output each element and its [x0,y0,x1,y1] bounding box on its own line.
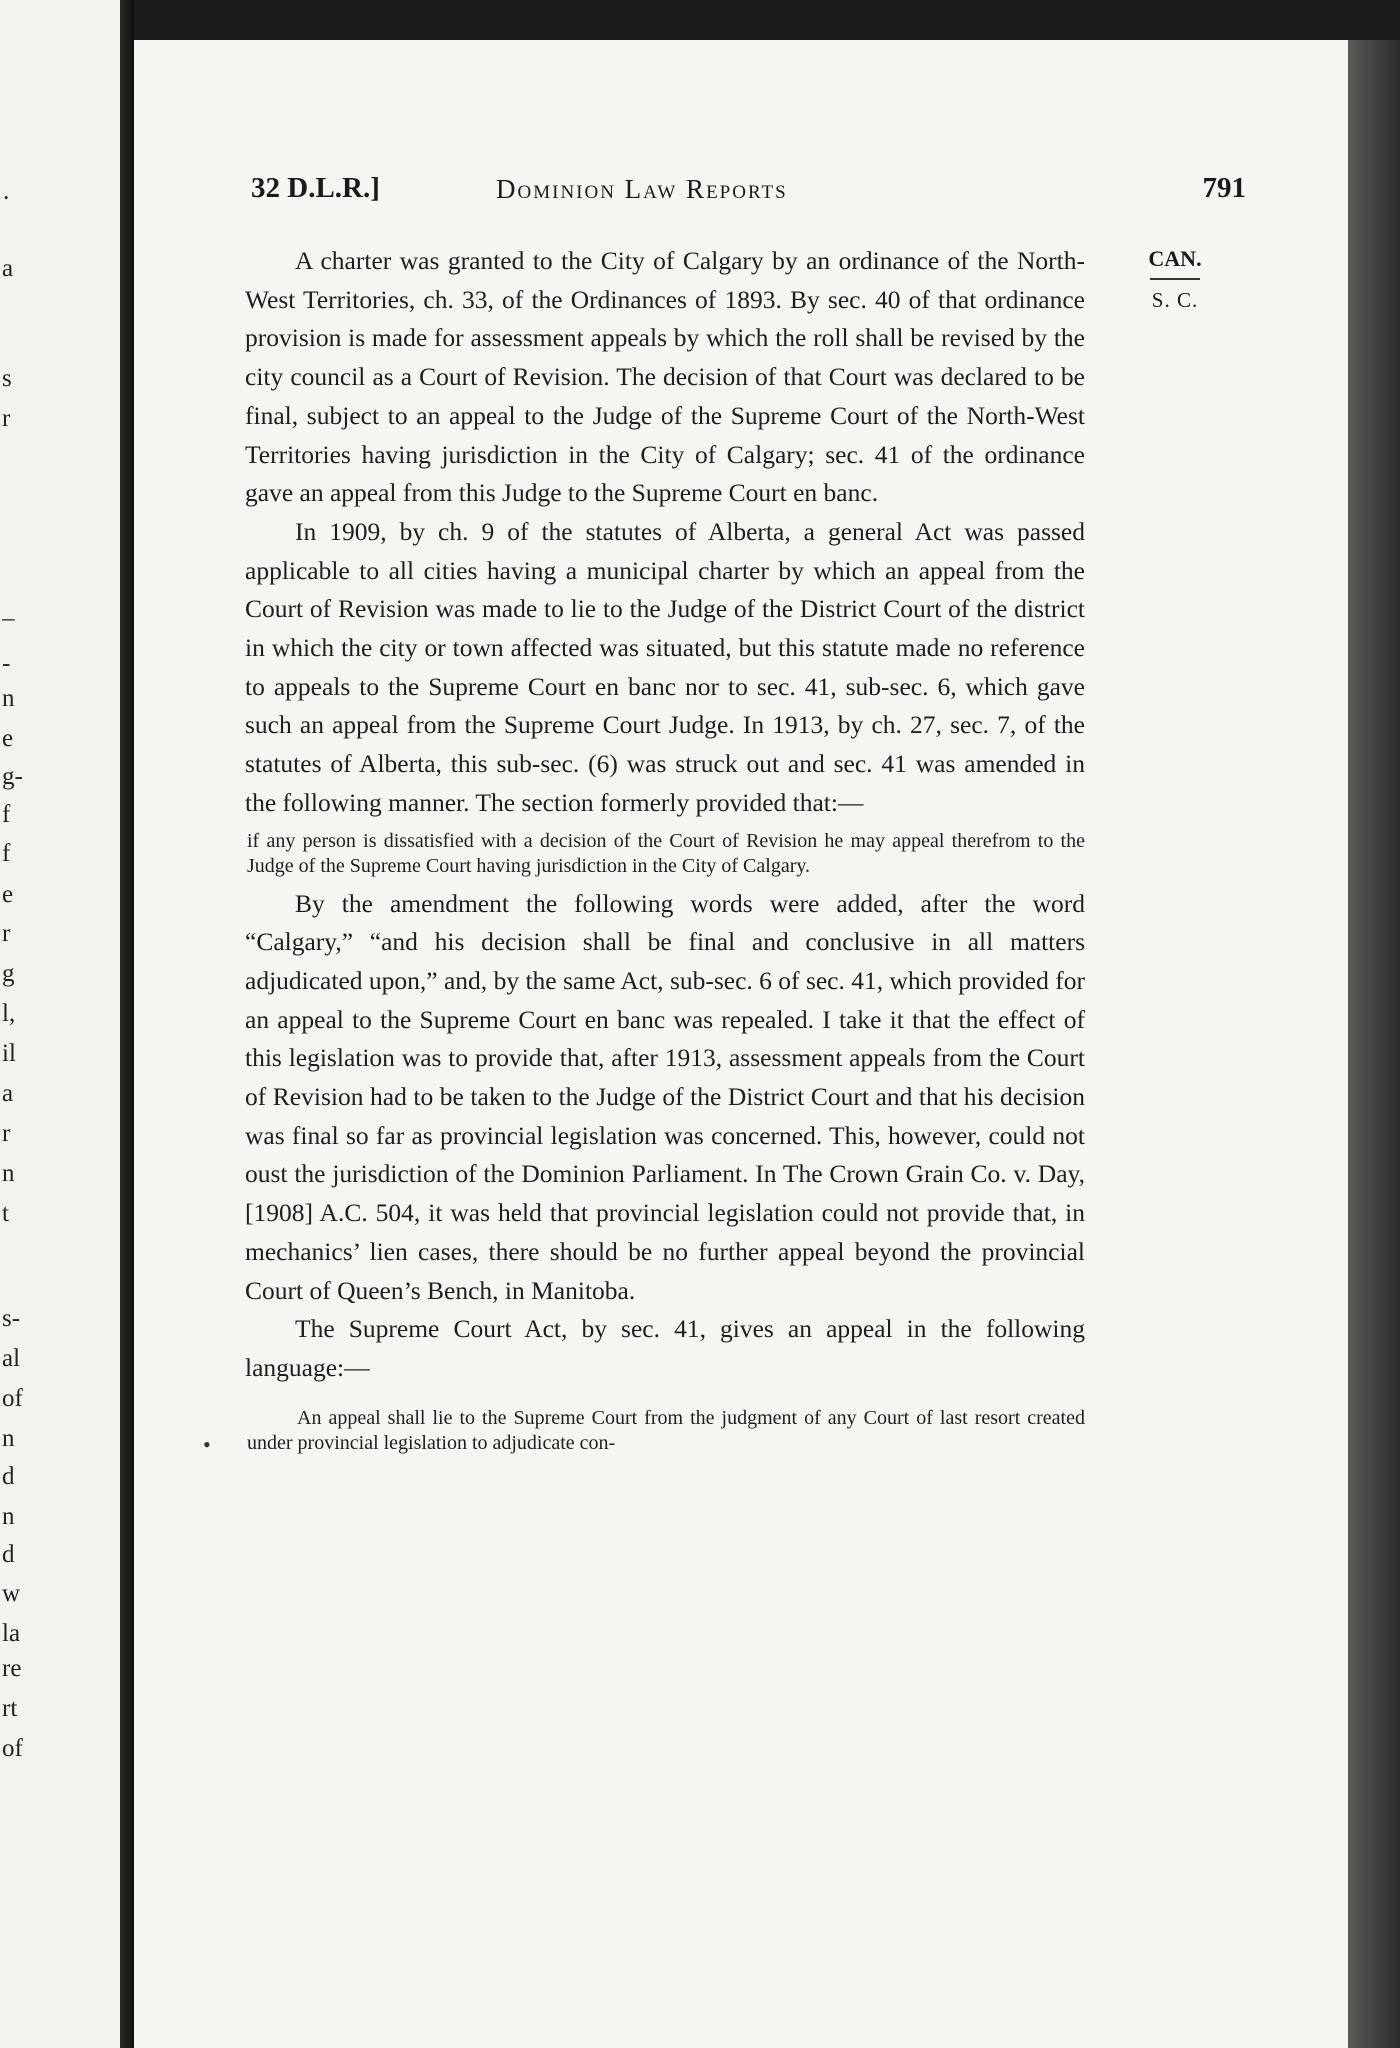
bleed-fragment: g- [2,763,23,790]
paragraph: The Supreme Court Act, by sec. 41, gives an appeal in the following language:— [245,1314,1085,1382]
bleed-fragment: s [2,365,12,392]
bleed-fragment: n [2,1160,15,1187]
bleed-fragment: a [2,1080,14,1107]
bleed-fragment: f [2,840,11,867]
volume-reference: 32 D.L.R.] [251,172,380,204]
bleed-fragment: n [2,1503,15,1530]
bleed-fragment: n [2,1425,15,1452]
bleed-fragment: – [2,605,15,632]
bleed-fragment: la [2,1620,21,1647]
paragraph: In 1909, by ch. 9 of the statutes of Alberta, a general Act was passed applicable to all cities having a municipal charter by which an appeal from the Court of Revision was made to lie to the Judge of the District Court of the district in which the city or town affected was situated, but this statute made no reference to appeals to the Supreme Court en banc nor to sec. 41, sub-sec. 6, which gave such an appeal from the Supreme Court Judge. In 1913, by ch. 27, sec. 7, of the statutes of Alberta, this sub-sec. (6) was struck out and sec. 41 was amended in the following manner. The section formerly provided that:— [245,516,1085,817]
bleed-fragment: of [2,1735,23,1762]
bleed-fragment: r [2,920,11,947]
bleed-fragment: re [2,1655,22,1682]
bleed-fragment: n [2,685,15,712]
bleed-fragment: r [2,1120,11,1147]
margin-rule [1150,278,1200,280]
margin-division: S. C. [1151,288,1199,312]
book-gutter [120,0,134,2048]
bleed-fragment: s- [2,1305,21,1332]
bleed-fragment: · [2,185,11,212]
margin-mark: • [203,1432,211,1457]
bleed-fragment: r [2,405,11,432]
paragraph: By the amendment the following words were added, after the word “Calgary,” “and his decision shall be final and conclusive in all matters adjudicated upon,” and, by the same Act, sub-sec. 6 of sec. 41, which provided for an appeal to the Supreme Court en banc was repealed. I take it that the effect of this legislation was to provide that, after 1913, assessment appeals from the Court of Revision had to be taken to the Judge of the District Court and that his decision was final so far as provincial legislation was concerned. This, however, could not oust the jurisdiction of the Dominion Parliament. In The Crown Grain Co. v. Day, [1908] A.C. 504, it was held that provincial legislation could not provide that, in mechanics’ lien cases, there should be no further appeal beyond the provincial Court of Queen’s Bench, in Manitoba. [245,888,1085,1305]
block-quote: if any person is dissatisfied with a decision of the Court of Revision he may appeal therefrom to the Judge of the Supreme Court having jurisdiction in the City of Calgary. [247,829,1085,877]
bleed-fragment: - [2,650,11,677]
bleed-fragment: f [2,801,11,828]
margin-court: CAN. [1148,246,1202,271]
running-header [251,172,1246,212]
bleed-fragment: e [2,881,14,908]
bleed-fragment: g [2,960,15,987]
bleed-fragment: il [2,1040,16,1067]
bleed-fragment: a [2,255,14,282]
bleed-fragment: d [2,1541,15,1568]
bleed-fragment: t [2,1200,9,1227]
page-number: 791 [1202,172,1246,204]
margin-note [1142,246,1208,313]
main-text [245,242,1085,1462]
block-quote: An appeal shall lie to the Supreme Court from the judgment of any Court of last resort created under provincial legislation to adjudicate con- [247,1406,1085,1454]
bleed-fragment: rt [2,1695,18,1722]
bleed-fragment: d [2,1463,15,1490]
bleed-fragment: w [2,1580,21,1607]
book-cover-edge [1348,40,1400,2048]
publication-title: Dominion Law Reports [496,174,788,204]
bleed-fragment: l, [2,1000,16,1027]
bleed-fragment: of [2,1385,23,1412]
bleed-fragment: e [2,725,14,752]
paragraph: A charter was granted to the City of Calgary by an ordinance of the North-West Territories, ch. 33, of the Ordinances of 1893. By sec. 40 of that ordinance provision is made for assessment appeals by which the roll shall be revised by the city council as a Court of Revision. The decision of that Court was declared to be final, subject to an appeal to the Judge of the Supreme Court of the North-West Territories having jurisdiction in the City of Calgary; sec. 41 of the ordinance gave an appeal from this Judge to the Supreme Court en banc. [245,246,1085,508]
bleed-fragment: al [2,1345,21,1372]
